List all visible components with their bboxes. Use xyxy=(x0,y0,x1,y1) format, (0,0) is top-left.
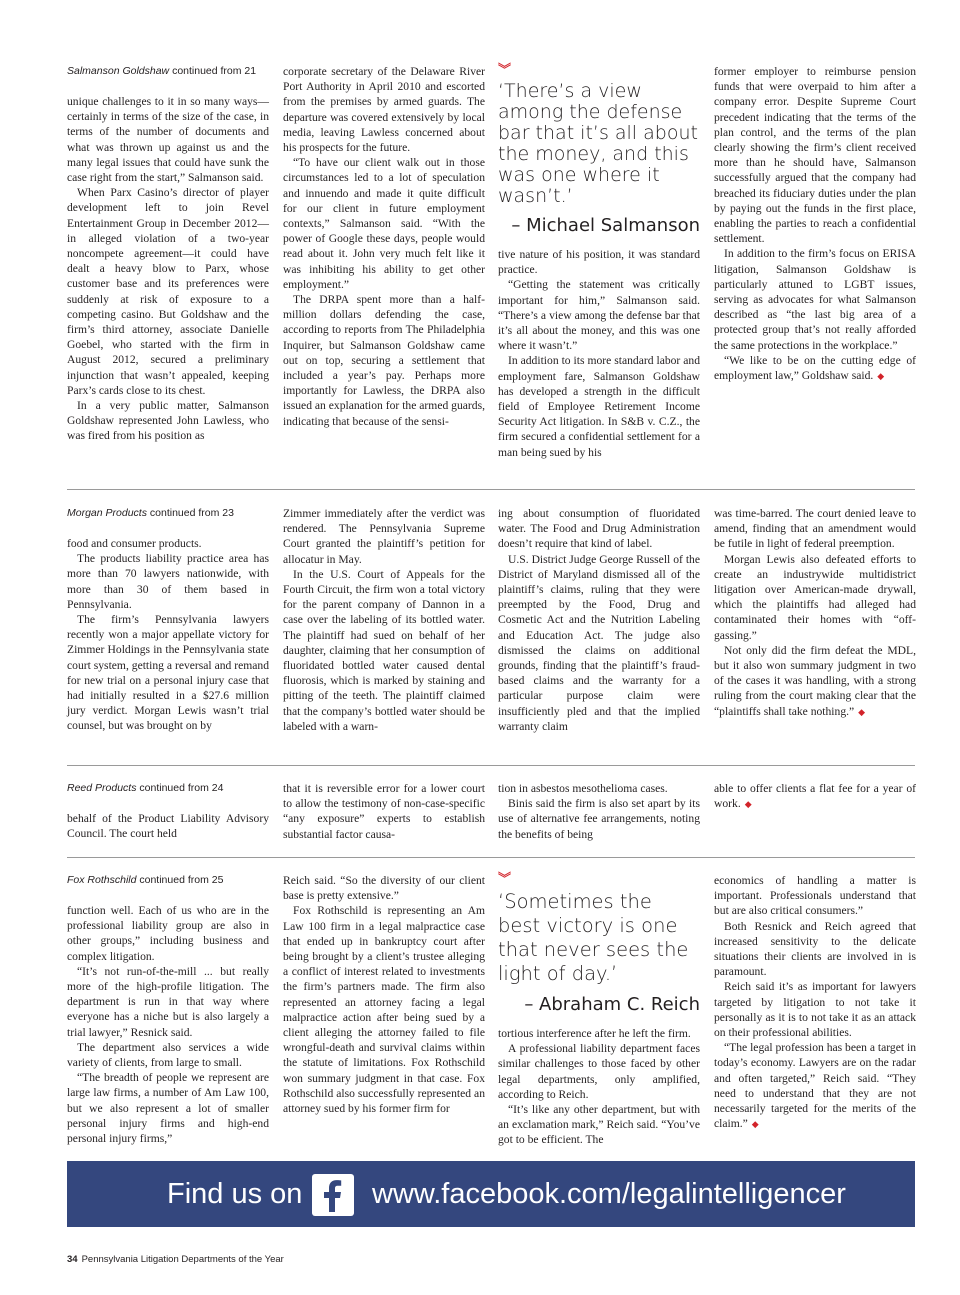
paragraph: “It’s like any other department, but with an exclamation mark,” Reich said. “You’ve got to be efficient. The xyxy=(498,1103,700,1147)
section-name: Morgan Products xyxy=(67,507,147,519)
morgan-col-4 xyxy=(714,506,916,720)
paragraph: Reich said it’s as important for lawyers targeted by litigation to not take it personally as it is to not take it as an attack on their professional abilities. xyxy=(714,980,916,1040)
reed-col-1 xyxy=(67,781,269,841)
reed-col-3 xyxy=(498,781,700,842)
salmanson-col-3 xyxy=(498,64,700,460)
paragraph: In a very public matter, Salmanson Goldshaw represented John Lawless, who was fired from his position as xyxy=(67,399,269,443)
diamond-end-icon: ◆ xyxy=(751,1119,759,1130)
paragraph: When Parx Casino’s director of player development left to join Revel Entertainment Group in December 2012—in alleged violation of a two-year noncompete agreement—it could have dealt a heavy blow to Parx, whose customer base and its preferences were suddenly at risk of exposure to a competing casino. But Goldshaw and the firm’s third attorney, associate Danielle Goebel, who started with the firm in August 2012, secured a preliminary injunction that wasn’t appealed, keeping Parx’s cards close to its chest. xyxy=(67,186,269,397)
paragraph: “The breadth of people we represent are large law firms, a number of Am Law 100, but we also represent a lot of smaller personal injury firms and high-end personal injury firms,” xyxy=(67,1071,269,1146)
paragraph: Fox Rothschild is representing an Am Law 100 firm in a legal malpractice case that ended up in bankruptcy court after being brought by a client’s trustee alleging a conflict of interest related to investments the firm’s partners made. The firm also represented an attorney facing a legal malpractice action after being sued by a client alleging the attorney failed to file wrongful-death and survival claims within the statute of limitations. Fox Rothschild won summary judgment in that case. Fox Rothschild also successfully represented an attorney sued by his former firm for xyxy=(283,904,485,1116)
paragraph-text: “We like to be on the cutting edge of employment law,” Goldshaw said. xyxy=(714,353,916,383)
fox-col-1 xyxy=(67,873,269,1146)
pull-quote: ‘There’s a view among the defense bar that it’s all about the money, and this was one where it wasn’t.’ xyxy=(498,80,698,207)
paragraph: Zimmer immediately after the verdict was rendered. The Pennsylvania Supreme Court granted the plaintiff’s petition for allocatur in May. xyxy=(283,507,485,566)
diamond-end-icon: ◆ xyxy=(858,706,866,717)
salmanson-col-2 xyxy=(283,64,485,429)
morgan-col-1 xyxy=(67,506,269,734)
continued-from: continued from 24 xyxy=(139,782,224,794)
paragraph: U.S. District Judge George Russell of the District of Maryland dismissed all of the plaintiff’s claims, ruling that they were preempted by the Food, Drug and Cosmetic Act and the Nutrition Labeling and Education Act. The judge also dismissed the claims on additional grounds, finding that the plaintiff’s fraud-based claims and the warranty for a particular purpose claim were insufficiently pled and that the implied warranty claim xyxy=(498,552,700,733)
facebook-url-link[interactable]: www.facebook.com/legalintelligencer xyxy=(372,1178,846,1210)
section-name: Reed Products xyxy=(67,782,137,794)
chevron-down-icon: ︾ xyxy=(498,63,512,78)
paragraph-text: “The legal profession has been a target in today’s economy. Lawyers are on the radar and often targeted,” Reich said. “They need to understand that they are not necessarily targeted for the merits of the claim.” xyxy=(714,1041,916,1131)
paragraph: behalf of the Product Liability Advisory Council. The court held xyxy=(67,812,269,841)
continued-header xyxy=(67,506,269,521)
fox-col-2 xyxy=(283,873,485,1116)
paragraph: A professional liability department faces similar challenges to those faced by other legal departments, only amplified, according to Reich. xyxy=(498,1042,700,1101)
salmanson-col-4 xyxy=(714,64,916,384)
publication-title: Pennsylvania Litigation Departments of the Year xyxy=(81,1254,284,1265)
paragraph: Reich said. “So the diversity of our client base is pretty extensive.” xyxy=(283,874,485,903)
pull-quote-attribution: – Michael Salmanson xyxy=(511,215,700,236)
reed-col-2 xyxy=(283,781,485,842)
paragraph: was time-barred. The court denied leave to amend, finding that an amendment would be futile in light of federal preemption. xyxy=(714,507,916,551)
reed-col-4 xyxy=(714,781,916,812)
continued-header xyxy=(67,781,269,796)
page-number: 34 xyxy=(67,1254,78,1265)
diamond-end-icon: ◆ xyxy=(877,371,885,382)
morgan-col-3 xyxy=(498,506,700,734)
paragraph-final xyxy=(714,781,916,812)
paragraph: The DRPA spent more than a half-million dollars defending the case, according to reports from The Philadelphia Inquirer, but Salmanson Goldshaw came out on top, securing a settlement that included a year’s pay. Perhaps more importantly for Lawless, the DRPA also issued an explanation for the armed guards, indicating that because of the sensi- xyxy=(283,293,485,428)
paragraph-final xyxy=(714,353,916,384)
paragraph: “To have our client walk out in those circumstances led to a lot of speculation and innuendo and made it quite difficult for our client in future employment contexts,” Salmanson said. “With the power of Google these days, people would read about it. John very much felt like it was inhibiting his ability to get other employment.” xyxy=(283,156,485,291)
continued-from: continued from 21 xyxy=(172,65,257,77)
paragraph: that it is reversible error for a lower court to allow the testimony of non-case-specific “any exposure” experts to establish substantial factor causa- xyxy=(283,782,485,841)
continued-header xyxy=(67,873,269,888)
morgan-col-2 xyxy=(283,506,485,734)
paragraph-final xyxy=(714,643,916,720)
paragraph: Binis said the firm is also set apart by its use of alternative fee arrangements, noting the benefits of being xyxy=(498,797,700,841)
salmanson-col-1 xyxy=(67,64,269,444)
paragraph: tion in asbestos mesothelioma cases. xyxy=(498,782,668,795)
page-footer xyxy=(67,1254,284,1265)
paragraph: tive nature of his position, it was standard practice. xyxy=(498,248,700,277)
diamond-end-icon: ◆ xyxy=(744,799,752,810)
facebook-icon xyxy=(312,1174,354,1216)
paragraph: Morgan Lewis also defeated efforts to create an industrywide multidistrict litigation over American-made drywall, which the plaintiffs had alleged had contaminated their homes with “off-gassing.” xyxy=(714,552,916,642)
paragraph: food and consumer products. xyxy=(67,537,202,550)
section-divider xyxy=(67,857,915,858)
banner-find-text: Find us on xyxy=(167,1178,303,1210)
paragraph: In addition to the firm’s focus on ERISA litigation, Salmanson Goldshaw is particularly attuned to LGBT issues, serving as advocates for what Salmanson described as “the last big area of a protected group that’s not really afforded the same protections in the workplace.” xyxy=(714,247,916,352)
chevron-down-icon: ︾ xyxy=(498,872,512,887)
paragraph: The products liability practice area has more than 70 lawyers nationwide, with more than 30 of them based in Pennsylvania. xyxy=(67,552,269,611)
paragraph-text: able to offer clients a flat fee for a year of work. xyxy=(714,782,916,811)
section-name: Salmanson Goldshaw xyxy=(67,65,170,77)
paragraph: In addition to its more standard labor and employment fare, Salmanson Goldshaw has developed a strength in the difficult field of Employee Retirement Income Security Act litigation. In S&B v. C.Z., the firm secured a confidential settlement for a man being sued by his xyxy=(498,354,700,459)
paragraph: “It’s not run-of-the-mill ... but really more of the high-profile litigation. The department is run in that way where everyone has a niche but is also largely a trial lawyer,” Resnick said. xyxy=(67,964,269,1039)
paragraph-text: Not only did the firm defeat the MDL, but it also won summary judgment in two of the cases it was handling, with a strong ruling from the court making clear that the “plaintiffs shall take nothing.” xyxy=(714,643,916,718)
paragraph: Both Resnick and Reich agreed that increased sensitivity to the delicate situations their clients are involved in is paramount. xyxy=(714,919,916,979)
paragraph: unique challenges to it in so many ways—certainly in terms of the size of the case, in terms of the number of documents and what was thrown up against us and the many legal issues that could have sunk the case right from the start,” Salmanson said. xyxy=(67,95,269,185)
paragraph: ing about consumption of fluoridated water. The Food and Drug Administration doesn’t require that kind of label. xyxy=(498,507,700,551)
fox-col-4 xyxy=(714,873,916,1132)
paragraph: “Getting the statement was critically important for him,” Salmanson said. “There’s a view among the defense bar that it’s all about the money, and this was one where it wasn’t.” xyxy=(498,278,700,353)
paragraph: In the U.S. Court of Appeals for the Fourth Circuit, the firm won a total victory for the parent company of Dannon in a case over the labeling of its bottled water. The plaintiff had sued on behalf of her daughter, claiming that her consumption of fluoridated bottled water caused dental fluorosis, which is marked by staining and pitting of the teeth. The plaintiff claimed that the company’s bottled water should be labeled with a warn- xyxy=(283,567,485,733)
section-divider xyxy=(67,489,915,490)
facebook-banner[interactable] xyxy=(67,1161,915,1227)
continued-header xyxy=(67,64,269,79)
paragraph: corporate secretary of the Delaware River Port Authority in April 2010 and escorted from the premises by armed guards. The departure was covered extensively by local media, leaving Lawless concerned about his prospects for the future. xyxy=(283,65,485,155)
pull-quote: ‘Sometimes the best victory is one that never sees the light of day.’ xyxy=(498,890,689,985)
fox-col-3 xyxy=(498,873,700,1148)
pull-quote-attribution: – Abraham C. Reich xyxy=(524,994,700,1015)
section-divider xyxy=(67,765,915,766)
paragraph: tortious interference after he left the firm. xyxy=(498,1027,691,1040)
continued-from: continued from 23 xyxy=(149,507,234,519)
section-name: Fox Rothschild xyxy=(67,874,137,886)
paragraph: economics of handling a matter is important. Professionals understand that but are also critical consumers.” xyxy=(714,874,916,918)
paragraph: The department also services a wide variety of clients, from large to small. xyxy=(67,1040,269,1070)
paragraph: former employer to reimburse pension funds that were overpaid to him after a company error. Despite Supreme Court precedent indicating that the terms of the plan control, and the terms of the plan clearly showing the firm’s client received more than he should have, Salmanson successfully argued that the company had breached its fiduciary duties under the plan by paying out the funds in the first place, enabling the parties to reach a confidential settlement. xyxy=(714,65,916,246)
paragraph: The firm’s Pennsylvania lawyers recently won a major appellate victory for Zimmer Holdings in the Pennsylvania state court system, getting a reversal and remand for new trial on a personal injury case that had initially resulted in a $27.6 million jury verdict. Morgan Lewis wasn’t trial counsel, but was brought on by xyxy=(67,613,269,733)
paragraph-final xyxy=(714,1040,916,1132)
continued-from: continued from 25 xyxy=(139,874,224,886)
paragraph: function well. Each of us who are in the professional liability group are also in other groups,” including business and complex litigation. xyxy=(67,904,269,963)
